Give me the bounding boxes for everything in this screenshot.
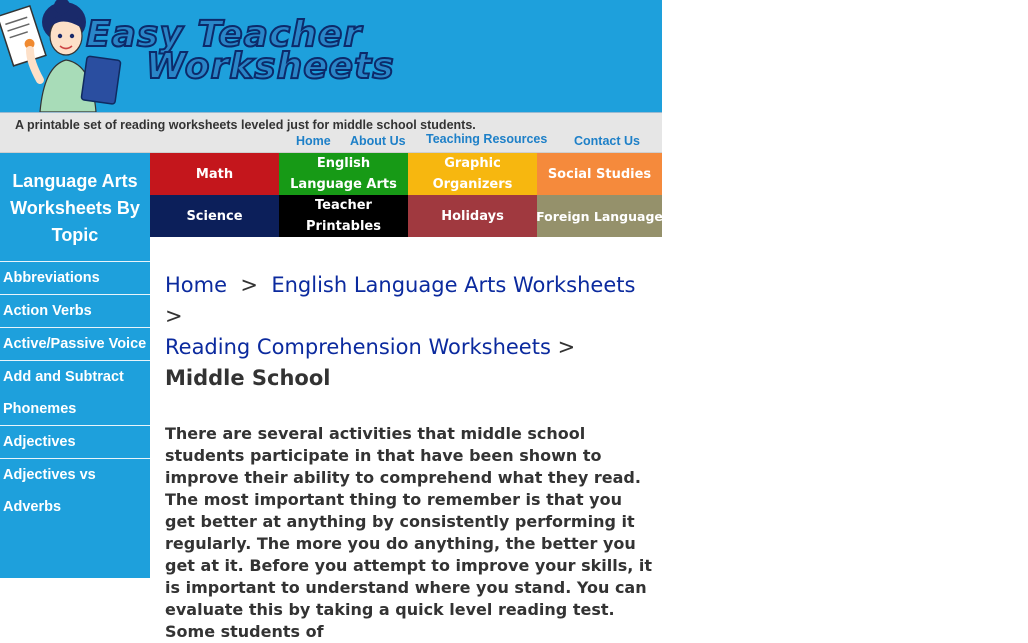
- nav-link-about-us[interactable]: About Us: [350, 134, 406, 148]
- sub-header-bar: [0, 112, 662, 153]
- intro-paragraph: There are several activities that middle school students participate in that have been shown to improve their ability to comprehend what they read. The most important thing to remember is that you get better at anything by consistently performing it regularly. The more you do anything, the better you get at it. Before you attempt to improve your skills, it is important to understand where you stand. You can evaluate this by taking a quick level reading test. Some students of: [165, 424, 653, 641]
- sidebar-item-active-passive-voice[interactable]: Active/Passive Voice: [0, 327, 150, 360]
- breadcrumb-ela-link[interactable]: English Language Arts Worksheets: [271, 273, 636, 297]
- breadcrumb-reading-link[interactable]: Reading Comprehension Worksheets: [165, 335, 551, 359]
- nav-link-teaching-resources[interactable]: Teaching Resources: [426, 132, 548, 146]
- page-title: Middle School: [165, 366, 331, 390]
- sidebar-item-adjectives-vs-adverbs[interactable]: Adjectives vs Adverbs: [0, 458, 150, 523]
- header-banner: [0, 0, 662, 112]
- category-teacher-printables[interactable]: Teacher Printables: [279, 195, 408, 237]
- breadcrumb-separator: >: [240, 273, 258, 297]
- category-foreign-language[interactable]: Foreign Language: [537, 195, 662, 237]
- sidebar-item-abbreviations[interactable]: Abbreviations: [0, 261, 150, 294]
- sidebar: [0, 153, 150, 578]
- category-holidays[interactable]: Holidays: [408, 195, 537, 237]
- breadcrumb: [165, 270, 655, 394]
- category-science[interactable]: Science: [150, 195, 279, 237]
- nav-link-home[interactable]: Home: [296, 134, 331, 148]
- nav-link-contact-us[interactable]: Contact Us: [574, 134, 640, 148]
- tagline: A printable set of reading worksheets leveled just for middle school students.: [15, 118, 476, 132]
- logo-title-line1: Easy Teacher: [86, 14, 363, 55]
- category-english-language-arts[interactable]: English Language Arts: [279, 153, 408, 195]
- main-content: [165, 270, 655, 643]
- category-graphic-organizers[interactable]: Graphic Organizers: [408, 153, 537, 195]
- breadcrumb-separator: >: [557, 335, 576, 359]
- breadcrumb-separator: >: [165, 304, 183, 328]
- sidebar-item-action-verbs[interactable]: Action Verbs: [0, 294, 150, 327]
- logo-title-line2: Worksheets: [146, 46, 395, 87]
- breadcrumb-home-link[interactable]: Home: [165, 273, 228, 297]
- sidebar-title: Language Arts Worksheets By Topic: [10, 171, 140, 245]
- category-grid: [150, 153, 662, 237]
- category-social-studies[interactable]: Social Studies: [537, 153, 662, 195]
- sidebar-item-adjectives[interactable]: Adjectives: [0, 425, 150, 458]
- category-math[interactable]: Math: [150, 153, 279, 195]
- sidebar-item-add-subtract-phonemes[interactable]: Add and Subtract Phonemes: [0, 360, 150, 425]
